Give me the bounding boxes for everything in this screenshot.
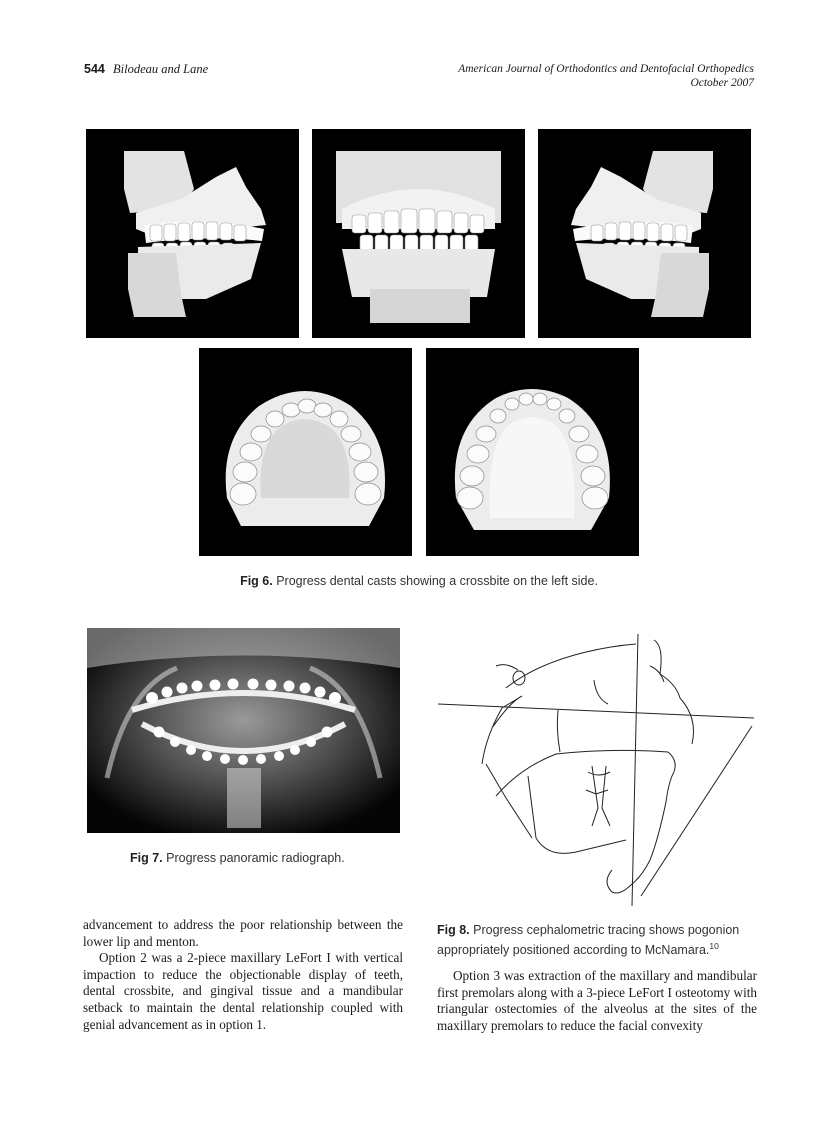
cast-left-lateral-image [538, 129, 751, 338]
fig8-reference: 10 [709, 941, 719, 951]
fig7-label: Fig 7. [130, 851, 163, 865]
body-right-column [437, 968, 757, 1034]
journal-title: American Journal of Orthodontics and Dentofacial Orthopedics [458, 63, 754, 75]
left-paragraph-2: Option 2 was a 2-piece maxillary LeFort I with vertical impaction to reduce the objectionable display of teeth, dental crossbite, and gingival tissue and a mandibular setback to maintain the dental relationship coupled with genial advancement as in option 1. [83, 950, 403, 1032]
right-paragraph-1: Option 3 was extraction of the maxillary and mandibular first premolars along with a 3-piece LeFort I osteotomy with triangular ostectomies of the alveolus at the sites of the maxillary premolars to reduce the facial convexity [437, 968, 757, 1033]
cephalometric-tracing-drawing [436, 626, 756, 906]
fig7-caption-text: Progress panoramic radiograph. [166, 851, 345, 865]
cast-right-lateral-image [86, 129, 299, 338]
page-number: 544 [84, 62, 105, 76]
cast-mandibular-occlusal-image [426, 348, 639, 556]
fig6-cast-right-lateral [86, 129, 299, 338]
left-paragraph-1: advancement to address the poor relationship between the lower lip and menton. [83, 917, 403, 949]
fig6-caption [0, 574, 838, 588]
fig8-caption-text: Progress cephalometric tracing shows pogonion appropriately positioned according to McNamara. [437, 923, 740, 958]
fig8-label: Fig 8. [437, 923, 470, 937]
fig6-cast-frontal [312, 129, 525, 338]
cast-maxillary-occlusal-image [199, 348, 412, 556]
issue-date: October 2007 [690, 77, 754, 89]
fig6-label: Fig 6. [240, 574, 273, 588]
panoramic-radiograph-image [87, 628, 400, 833]
running-authors: Bilodeau and Lane [112, 62, 209, 76]
body-left-column [83, 917, 403, 1033]
fig8-cephalometric-tracing [436, 626, 756, 906]
fig6-cast-left-lateral [538, 129, 751, 338]
running-header-right [458, 62, 754, 90]
fig7-panoramic-radiograph [87, 628, 400, 833]
cast-frontal-image [312, 129, 525, 338]
fig7-caption [130, 851, 345, 865]
fig6-cast-mandibular-occlusal [426, 348, 639, 556]
fig8-caption [437, 922, 757, 958]
fig6-caption-text: Progress dental casts showing a crossbite on the left side. [276, 574, 598, 588]
fig6-cast-maxillary-occlusal [199, 348, 412, 556]
running-header-left [84, 62, 208, 77]
